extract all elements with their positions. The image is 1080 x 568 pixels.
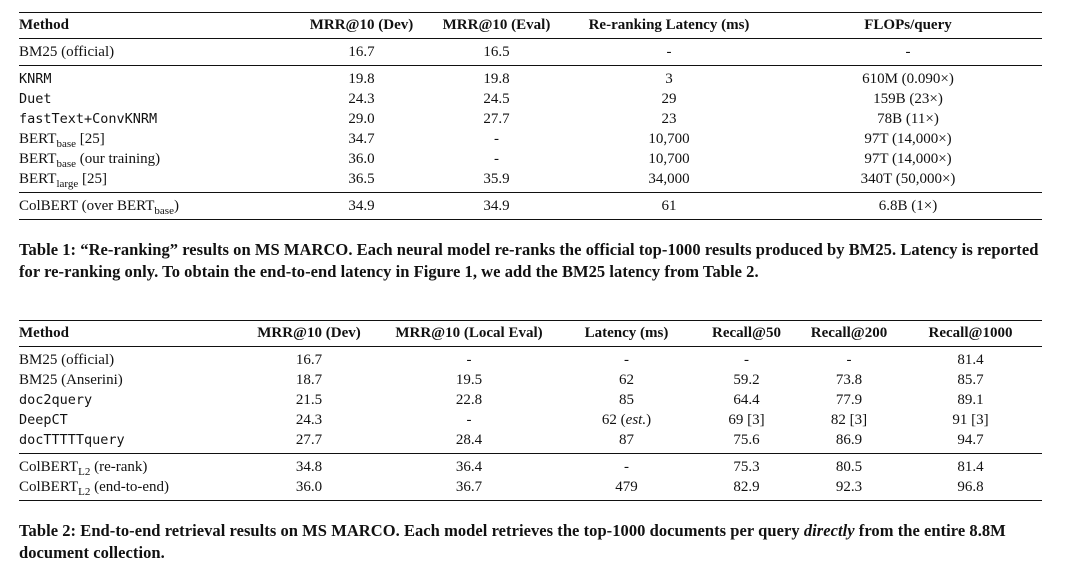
t2-value-cell: 77.9 xyxy=(835,391,863,408)
t2-value-cell: 75.3 xyxy=(733,458,760,475)
t2-header-latency: Latency (ms) xyxy=(584,325,669,341)
t1-method-cell xyxy=(19,89,294,109)
table-row xyxy=(19,89,1042,109)
t1-method-cell xyxy=(19,129,294,149)
t2-method-cell xyxy=(19,454,239,478)
table-row xyxy=(19,430,1042,454)
method-sub: base xyxy=(154,204,174,217)
t1-value-cell: 16.5 xyxy=(483,43,510,60)
t2-value-cell: - xyxy=(846,351,852,368)
t2-value-cell: 85.7 xyxy=(957,371,984,388)
t2-method-cell xyxy=(19,390,239,410)
t2-value-cell: 94.7 xyxy=(957,431,984,448)
t1-value-cell: 24.5 xyxy=(483,90,510,107)
t1-value-cell: 29.0 xyxy=(348,110,375,127)
method-pre: ColBERT xyxy=(19,458,79,475)
table-row xyxy=(19,390,1042,410)
t1-value-cell: 10,700 xyxy=(648,130,690,147)
t2-value-cell: 96.8 xyxy=(957,478,984,495)
t2-value-cell: - xyxy=(466,351,472,368)
table-2-caption xyxy=(19,520,1059,564)
table-2-header-row xyxy=(19,321,1042,347)
t2-value-cell: - xyxy=(744,351,749,368)
method-pre: DeepCT xyxy=(19,412,68,428)
t2-value-cell: 36.4 xyxy=(455,458,483,475)
t2-value-cell: 87 xyxy=(619,431,634,448)
t1-group-neural xyxy=(19,66,1042,193)
t2-header-recall-200: Recall@200 xyxy=(810,325,888,341)
t1-value-cell: 36.5 xyxy=(348,170,375,187)
method-sub: large xyxy=(56,177,79,190)
t2-value-cell: 82.9 xyxy=(733,478,760,495)
t1-value-cell: 97T (14,000×) xyxy=(864,130,952,147)
table-2 xyxy=(19,320,1042,501)
t2-value-cell: 86.9 xyxy=(835,431,863,448)
method-post: (re-rank) xyxy=(90,458,148,475)
t2-value-cell: 75.6 xyxy=(733,431,760,448)
table-row xyxy=(19,454,1042,478)
t1-value-cell: 159B (23×) xyxy=(873,90,943,107)
t1-header-mrr-eval: MRR@10 (Eval) xyxy=(442,17,551,33)
t1-value-cell: 24.3 xyxy=(348,90,375,107)
t1-value-cell: 19.8 xyxy=(348,70,375,87)
t2-caption-before: Table 2: End-to-end retrieval results on MS MARCO. Each model retrieves the top-1000 documents per query xyxy=(19,521,804,540)
t2-group-colbert xyxy=(19,454,1042,501)
table-1 xyxy=(19,12,1042,220)
t1-value-cell: 19.8 xyxy=(483,70,510,87)
t1-value-cell: 34,000 xyxy=(648,170,690,187)
t2-header-mrr-dev: MRR@10 (Dev) xyxy=(257,325,361,341)
t2-value-cell: 73.8 xyxy=(835,371,863,388)
method-sub: base xyxy=(56,137,76,150)
t1-group-colbert xyxy=(19,193,1042,220)
t2-method-cell xyxy=(19,410,239,430)
t1-method-cell xyxy=(19,193,294,220)
t1-value-cell: 23 xyxy=(661,110,677,127)
t1-value-cell: 35.9 xyxy=(483,170,510,187)
t2-value-cell xyxy=(559,410,694,430)
t2-value-cell: 36.7 xyxy=(455,478,483,495)
t2-value-cell: 19.5 xyxy=(455,371,483,388)
method-post: (end-to-end) xyxy=(90,478,170,495)
table-row xyxy=(19,169,1042,193)
t1-method-cell xyxy=(19,39,294,66)
table-1-header-row xyxy=(19,13,1042,39)
method-sub: L2 xyxy=(78,485,91,498)
method-pre: Duet xyxy=(19,91,52,107)
t2-header-mrr-local-eval: MRR@10 (Local Eval) xyxy=(395,325,543,341)
t2-value-cell: 22.8 xyxy=(455,391,483,408)
t2-value-cell: 28.4 xyxy=(455,431,483,448)
t2-value-cell: 64.4 xyxy=(733,391,760,408)
t1-value-cell: - xyxy=(494,130,499,147)
t1-value-cell: 340T (50,000×) xyxy=(860,170,956,187)
method-pre: fastText+ConvKNRM xyxy=(19,111,158,127)
t1-value-cell: - xyxy=(905,43,911,60)
table-row xyxy=(19,347,1042,371)
t2-value-cell: 36.0 xyxy=(295,478,323,495)
table-row xyxy=(19,370,1042,390)
t1-group-baseline xyxy=(19,39,1042,66)
t1-value-cell: - xyxy=(494,150,499,167)
t1-value-cell: 6.8B (1×) xyxy=(878,197,938,214)
t2-value-cell: - xyxy=(624,351,629,368)
t2-method-cell xyxy=(19,347,239,371)
t1-value-cell: - xyxy=(666,43,672,60)
t2-value-cell: 21.5 xyxy=(295,391,323,408)
t2-value-cell: 34.8 xyxy=(295,458,323,475)
method-pre: ColBERT xyxy=(19,478,79,495)
t2-caption-emphasis: directly xyxy=(803,521,855,540)
t1-header-latency: Re-ranking Latency (ms) xyxy=(588,17,750,33)
t1-method-cell xyxy=(19,169,294,193)
t2-method-cell xyxy=(19,477,239,501)
t2-value-cell: 24.3 xyxy=(295,411,323,428)
t2-caption-after: from the entire 8.8M document collection. xyxy=(19,521,1006,562)
t1-value-cell: 610M (0.090×) xyxy=(862,70,954,87)
t1-header-method: Method xyxy=(19,17,69,33)
t2-value-cell: 59.2 xyxy=(733,371,760,388)
t2-value-cell: 27.7 xyxy=(295,431,323,448)
method-pre: BERT xyxy=(19,170,57,187)
t2-value-cell: 85 xyxy=(619,391,634,408)
t2-value-cell: - xyxy=(624,458,629,475)
t2-value-cell: 69 [3] xyxy=(728,411,765,428)
t2-method-cell xyxy=(19,430,239,454)
method-post: (our training) xyxy=(75,150,161,167)
method-post: [25] xyxy=(78,170,107,187)
t1-header-mrr-dev: MRR@10 (Dev) xyxy=(309,17,414,33)
t1-value-cell: 78B (11×) xyxy=(877,110,939,127)
table-row xyxy=(19,129,1042,149)
t1-value-cell: 36.0 xyxy=(348,150,375,167)
t1-header-flops: FLOPs/query xyxy=(864,17,952,33)
method-pre: KNRM xyxy=(19,71,52,87)
method-pre: BM25 (official) xyxy=(19,43,115,60)
t1-value-cell: 3 xyxy=(665,70,673,87)
t1-value-cell: 61 xyxy=(661,197,677,214)
t2-value-cell: 81.4 xyxy=(957,351,984,368)
t2-value-cell: 81.4 xyxy=(957,458,984,475)
t2-header-method: Method xyxy=(19,325,69,341)
t2-header-recall-1000: Recall@1000 xyxy=(928,325,1013,341)
table-row xyxy=(19,410,1042,430)
t2-value-cell: 80.5 xyxy=(835,458,863,475)
method-pre: BERT xyxy=(19,130,57,147)
method-post: ) xyxy=(173,197,179,214)
t1-method-cell xyxy=(19,66,294,90)
t2-value-cell: 92.3 xyxy=(835,478,863,495)
method-sub: L2 xyxy=(78,465,91,478)
t1-value-cell: 27.7 xyxy=(483,110,510,127)
method-pre: doc2query xyxy=(19,392,93,408)
value-text: 62 ( xyxy=(601,411,626,428)
t1-method-cell xyxy=(19,109,294,129)
method-pre: BERT xyxy=(19,150,57,167)
t1-value-cell: 29 xyxy=(661,90,677,107)
table-1-caption: Table 1: “Re-ranking” results on MS MARCO. Each neural model re-ranks the official top-1000 results produced by BM25. Latency is reported for re-ranking only. To obtain the end-to-end latency in Figure 1, we add the BM25 latency from Table 2. xyxy=(19,240,1039,281)
t2-value-cell: 82 [3] xyxy=(830,411,868,428)
table-row xyxy=(19,66,1042,90)
method-pre: BM25 (Anserini) xyxy=(19,371,123,388)
t2-value-cell: 62 xyxy=(619,371,634,388)
t2-value-cell: 16.7 xyxy=(295,351,323,368)
t1-value-cell: 34.9 xyxy=(348,197,375,214)
t2-value-cell: 89.1 xyxy=(957,391,984,408)
table-row xyxy=(19,39,1042,66)
method-pre: BM25 (official) xyxy=(19,351,115,368)
t1-value-cell: 97T (14,000×) xyxy=(864,150,952,167)
table-row xyxy=(19,477,1042,501)
t1-value-cell: 34.9 xyxy=(483,197,510,214)
t1-value-cell: 34.7 xyxy=(348,130,375,147)
t1-value-cell: 16.7 xyxy=(348,43,375,60)
method-pre: docTTTTTquery xyxy=(19,432,125,448)
t1-method-cell xyxy=(19,149,294,169)
method-post: [25] xyxy=(75,130,105,147)
t2-value-cell: - xyxy=(466,411,472,428)
t2-value-cell: 91 [3] xyxy=(952,411,989,428)
t2-value-cell: 18.7 xyxy=(295,371,323,388)
table-row xyxy=(19,149,1042,169)
t1-value-cell: 10,700 xyxy=(648,150,690,167)
value-text: ) xyxy=(646,411,652,428)
t2-method-cell xyxy=(19,370,239,390)
t2-group-baselines xyxy=(19,347,1042,454)
method-sub: base xyxy=(56,157,76,170)
method-pre: ColBERT (over BERT xyxy=(19,197,155,214)
t2-value-cell: 479 xyxy=(615,478,638,495)
t2-header-recall-50: Recall@50 xyxy=(712,325,781,341)
value-estimate: est. xyxy=(625,411,647,428)
table-row xyxy=(19,193,1042,220)
table-row xyxy=(19,109,1042,129)
